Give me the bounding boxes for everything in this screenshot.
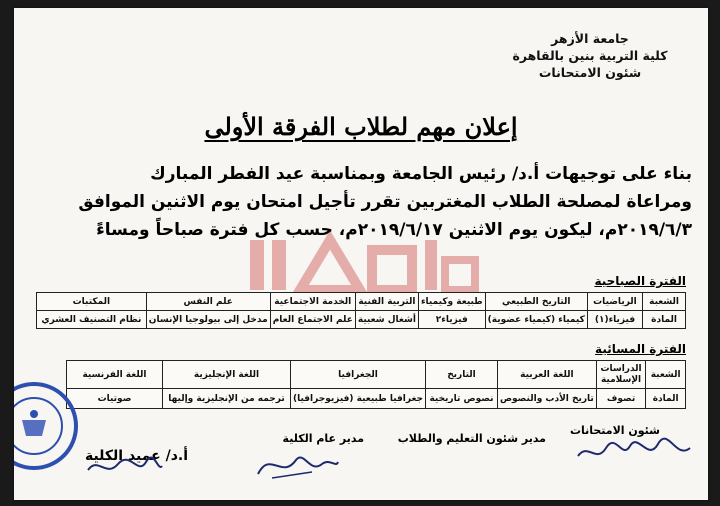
signature-dean-label: أ.د/ عميد الكلية (84, 448, 188, 464)
morning-heading: الفترة الصباحية (594, 274, 686, 288)
table-row (67, 389, 686, 409)
table-cell: التربية الفنية (355, 293, 418, 311)
table-row (67, 361, 686, 389)
table-cell: أشغال شعبية (355, 311, 418, 329)
table-cell: نصوص تاريخية (426, 389, 498, 409)
faculty-name: كلية التربية بنين بالقاهرة (512, 48, 668, 63)
table-cell: التاريخ الطبيعي (485, 293, 587, 311)
handwritten-signature (574, 434, 694, 470)
handwritten-signature (252, 444, 342, 484)
morning-table (36, 292, 686, 329)
table-cell: علم الاجتماع العام (270, 311, 355, 329)
table-cell: تاريخ الأدب والنصوص (497, 389, 596, 409)
table-cell: ترجمه من الإنجليزية وإليها (162, 389, 290, 409)
table-cell: المكتبات (37, 293, 147, 311)
table-cell: كيمياء (كيمياء عضوية) (485, 311, 587, 329)
table-cell: فيزياء٢ (418, 311, 485, 329)
table-cell: اللغة الإنجليزية (162, 361, 290, 389)
table-cell: فيزياء(١) (587, 311, 642, 329)
table-cell: الرياضيات (587, 293, 642, 311)
evening-heading: الفترة المسائية (595, 342, 686, 356)
table-cell: تصوف (596, 389, 645, 409)
table-cell: طبيعة وكيمياء (418, 293, 485, 311)
body-line-1: بناء على توجيهات أ.د/ رئيس الجامعة وبمناسبة عيد الفطر المبارك (150, 164, 692, 184)
table-cell: جغرافيا طبيعية (فيزيوجرافيا) (290, 389, 425, 409)
body-line-2: ومراعاة لمصلحة الطلاب المغتربين تقرر تأجيل امتحان يوم الاثنين الموافق (78, 192, 692, 212)
department-name: شئون الامتحانات (538, 65, 642, 80)
official-stamp (14, 380, 80, 472)
table-cell: نظام التصنيف العشري (37, 311, 147, 329)
table-cell: اللغة الفرنسية (67, 361, 163, 389)
university-name: جامعة الأزهر (551, 31, 629, 46)
table-cell: التاريخ (426, 361, 498, 389)
table-cell: مدخل إلى بيولوجيا الإنسان (146, 311, 270, 329)
signature-exams-label: شئون الامتحانات (569, 424, 660, 437)
table-cell: الجغرافيا (290, 361, 425, 389)
signature-general-label: مدير عام الكلية (282, 432, 364, 445)
announcement-title: إعلان مهم لطلاب الفرقة الأولى (204, 112, 518, 141)
table-cell: المادة (643, 311, 686, 329)
announcement-document (14, 8, 708, 500)
watermark-logo (250, 230, 480, 300)
table-cell: الخدمة الاجتماعية (270, 293, 355, 311)
signature-students-label: مدير شئون التعليم والطلاب (397, 432, 546, 445)
table-row (37, 293, 686, 311)
handwritten-signature (84, 452, 164, 482)
table-row (37, 311, 686, 329)
table-cell: علم النفس (146, 293, 270, 311)
evening-table (66, 360, 686, 409)
table-cell: اللغة العربية (497, 361, 596, 389)
body-line-3: ٢٠١٩/٦/٣م، ليكون يوم الاثنين ٢٠١٩/٦/١٧م، حسب كل فترة صباحاً ومساءً (96, 220, 692, 240)
table-cell: صوتيات (67, 389, 163, 409)
table-cell: الدراسات الإسلامية (596, 361, 645, 389)
table-cell: الشعبة (643, 293, 686, 311)
institution-header (490, 30, 690, 81)
table-cell: الشعبة (646, 361, 686, 389)
table-cell: المادة (646, 389, 686, 409)
